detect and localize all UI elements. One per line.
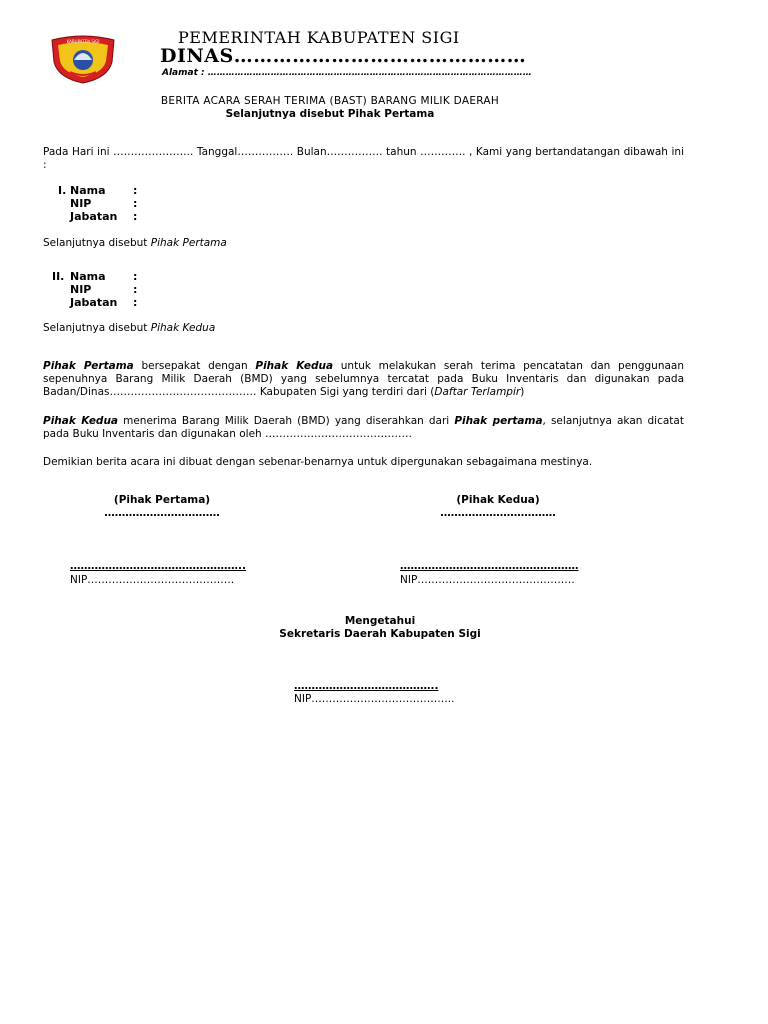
party-2-jabatan-colon: : [133, 296, 138, 309]
party-1-number: I. [58, 184, 67, 197]
para1-text-3: ) [520, 386, 525, 398]
party-2-number: II. [52, 270, 65, 283]
party-1-nama-colon: : [133, 184, 138, 197]
para1-pihak-kedua: Pihak Kedua [255, 360, 334, 372]
signature-left [42, 494, 282, 519]
kabupaten-sigi-logo [48, 34, 118, 84]
party-1-designation-prefix: Selanjutnya disebut [43, 237, 148, 249]
signature-left-nip: NIP…………………………………… [70, 574, 235, 586]
intro-paragraph: Pada Hari ini ………………….. Tanggal……………. Bulan……………. tahun …………. , Kami yang bertandatangan dibawah ini : [43, 146, 684, 171]
signature-left-dots: …………………………… [104, 507, 220, 519]
party-1-jabatan-label: Jabatan [70, 210, 118, 223]
signature-right-nip: NIP……………………………………… [400, 574, 575, 586]
party-2-designation-name: Pihak Kedua [150, 322, 216, 334]
signature-left-role: (Pihak Pertama) [113, 494, 211, 506]
mengetahui-label: Mengetahui [344, 615, 416, 627]
signature-left-name: ………………………………………….. [70, 560, 246, 572]
party-2-nama-colon: : [133, 270, 138, 283]
party-1-nip-colon: : [133, 197, 138, 210]
party-1-designation [43, 237, 227, 249]
document-title: BERITA ACARA SERAH TERIMA (BAST) BARANG MILIK DAERAH [160, 95, 500, 107]
para1-lampiran: Daftar Terlampir [434, 386, 521, 398]
party-2-designation [43, 322, 215, 334]
signature-center-name: ………………………………….. [294, 680, 439, 692]
para2-text-2: , selanjutnya akan dicatat pada Buku Inventaris dan digunakan oleh …………………………………… [43, 415, 684, 440]
party-2-nama-label: Nama [70, 270, 106, 283]
para1-pihak-pertama: Pihak Pertama [43, 360, 134, 372]
acceptance-paragraph [43, 415, 684, 441]
svg-text:KABUPATEN SIGI: KABUPATEN SIGI [66, 39, 100, 44]
kop-title: PEMERINTAH KABUPATEN SIGI [178, 28, 460, 47]
sekda-title: Sekretaris Daerah Kabupaten Sigi [279, 628, 481, 640]
party-1-jabatan-colon: : [133, 210, 138, 223]
signature-center-nip: NIP………………………………….. [294, 693, 455, 705]
party-2-nip-colon: : [133, 283, 138, 296]
party-2-jabatan-label: Jabatan [70, 296, 118, 309]
signature-right-dots: …………………………… [440, 507, 556, 519]
document-subtitle: Selanjutnya disebut Pihak Pertama [225, 108, 435, 120]
party-1-nip-label: NIP [70, 197, 92, 210]
agreement-paragraph [43, 360, 684, 399]
party-2-designation-prefix: Selanjutnya disebut [43, 322, 148, 334]
closing-paragraph: Demikian berita acara ini dibuat dengan sebenar-benarnya untuk dipergunakan sebagaimana mestinya. [43, 456, 593, 468]
signature-right-role: (Pihak Kedua) [456, 494, 540, 506]
para2-pihak-kedua: Pihak Kedua [43, 415, 119, 427]
para1-text-2: untuk melakukan serah terima pencatatan dan penggunaan sepenuhnya Barang Milik Daerah (BMD) yang sebelumnya tercatat pada Buku Inventaris dan digunakan pada Badan/Dinas…………………………………… Kabupaten Sigi yang terdiri dari ( [43, 360, 685, 398]
party-1-designation-name: Pihak Pertama [150, 237, 227, 249]
para1-text-1: bersepakat dengan [133, 360, 256, 372]
signature-right-name: …………………………………………… [400, 560, 579, 572]
para2-pihak-pertama: Pihak pertama [454, 415, 543, 427]
party-2-nip-label: NIP [70, 283, 92, 296]
kop-alamat: Alamat : ……………………………………………………………………………………………… [162, 68, 532, 78]
kop-dinas: DINAS……………………………………… [160, 45, 527, 67]
para2-text-1: menerima Barang Milik Daerah (BMD) yang diserahkan dari [118, 415, 455, 427]
signature-right [378, 494, 618, 519]
party-1-nama-label: Nama [70, 184, 106, 197]
